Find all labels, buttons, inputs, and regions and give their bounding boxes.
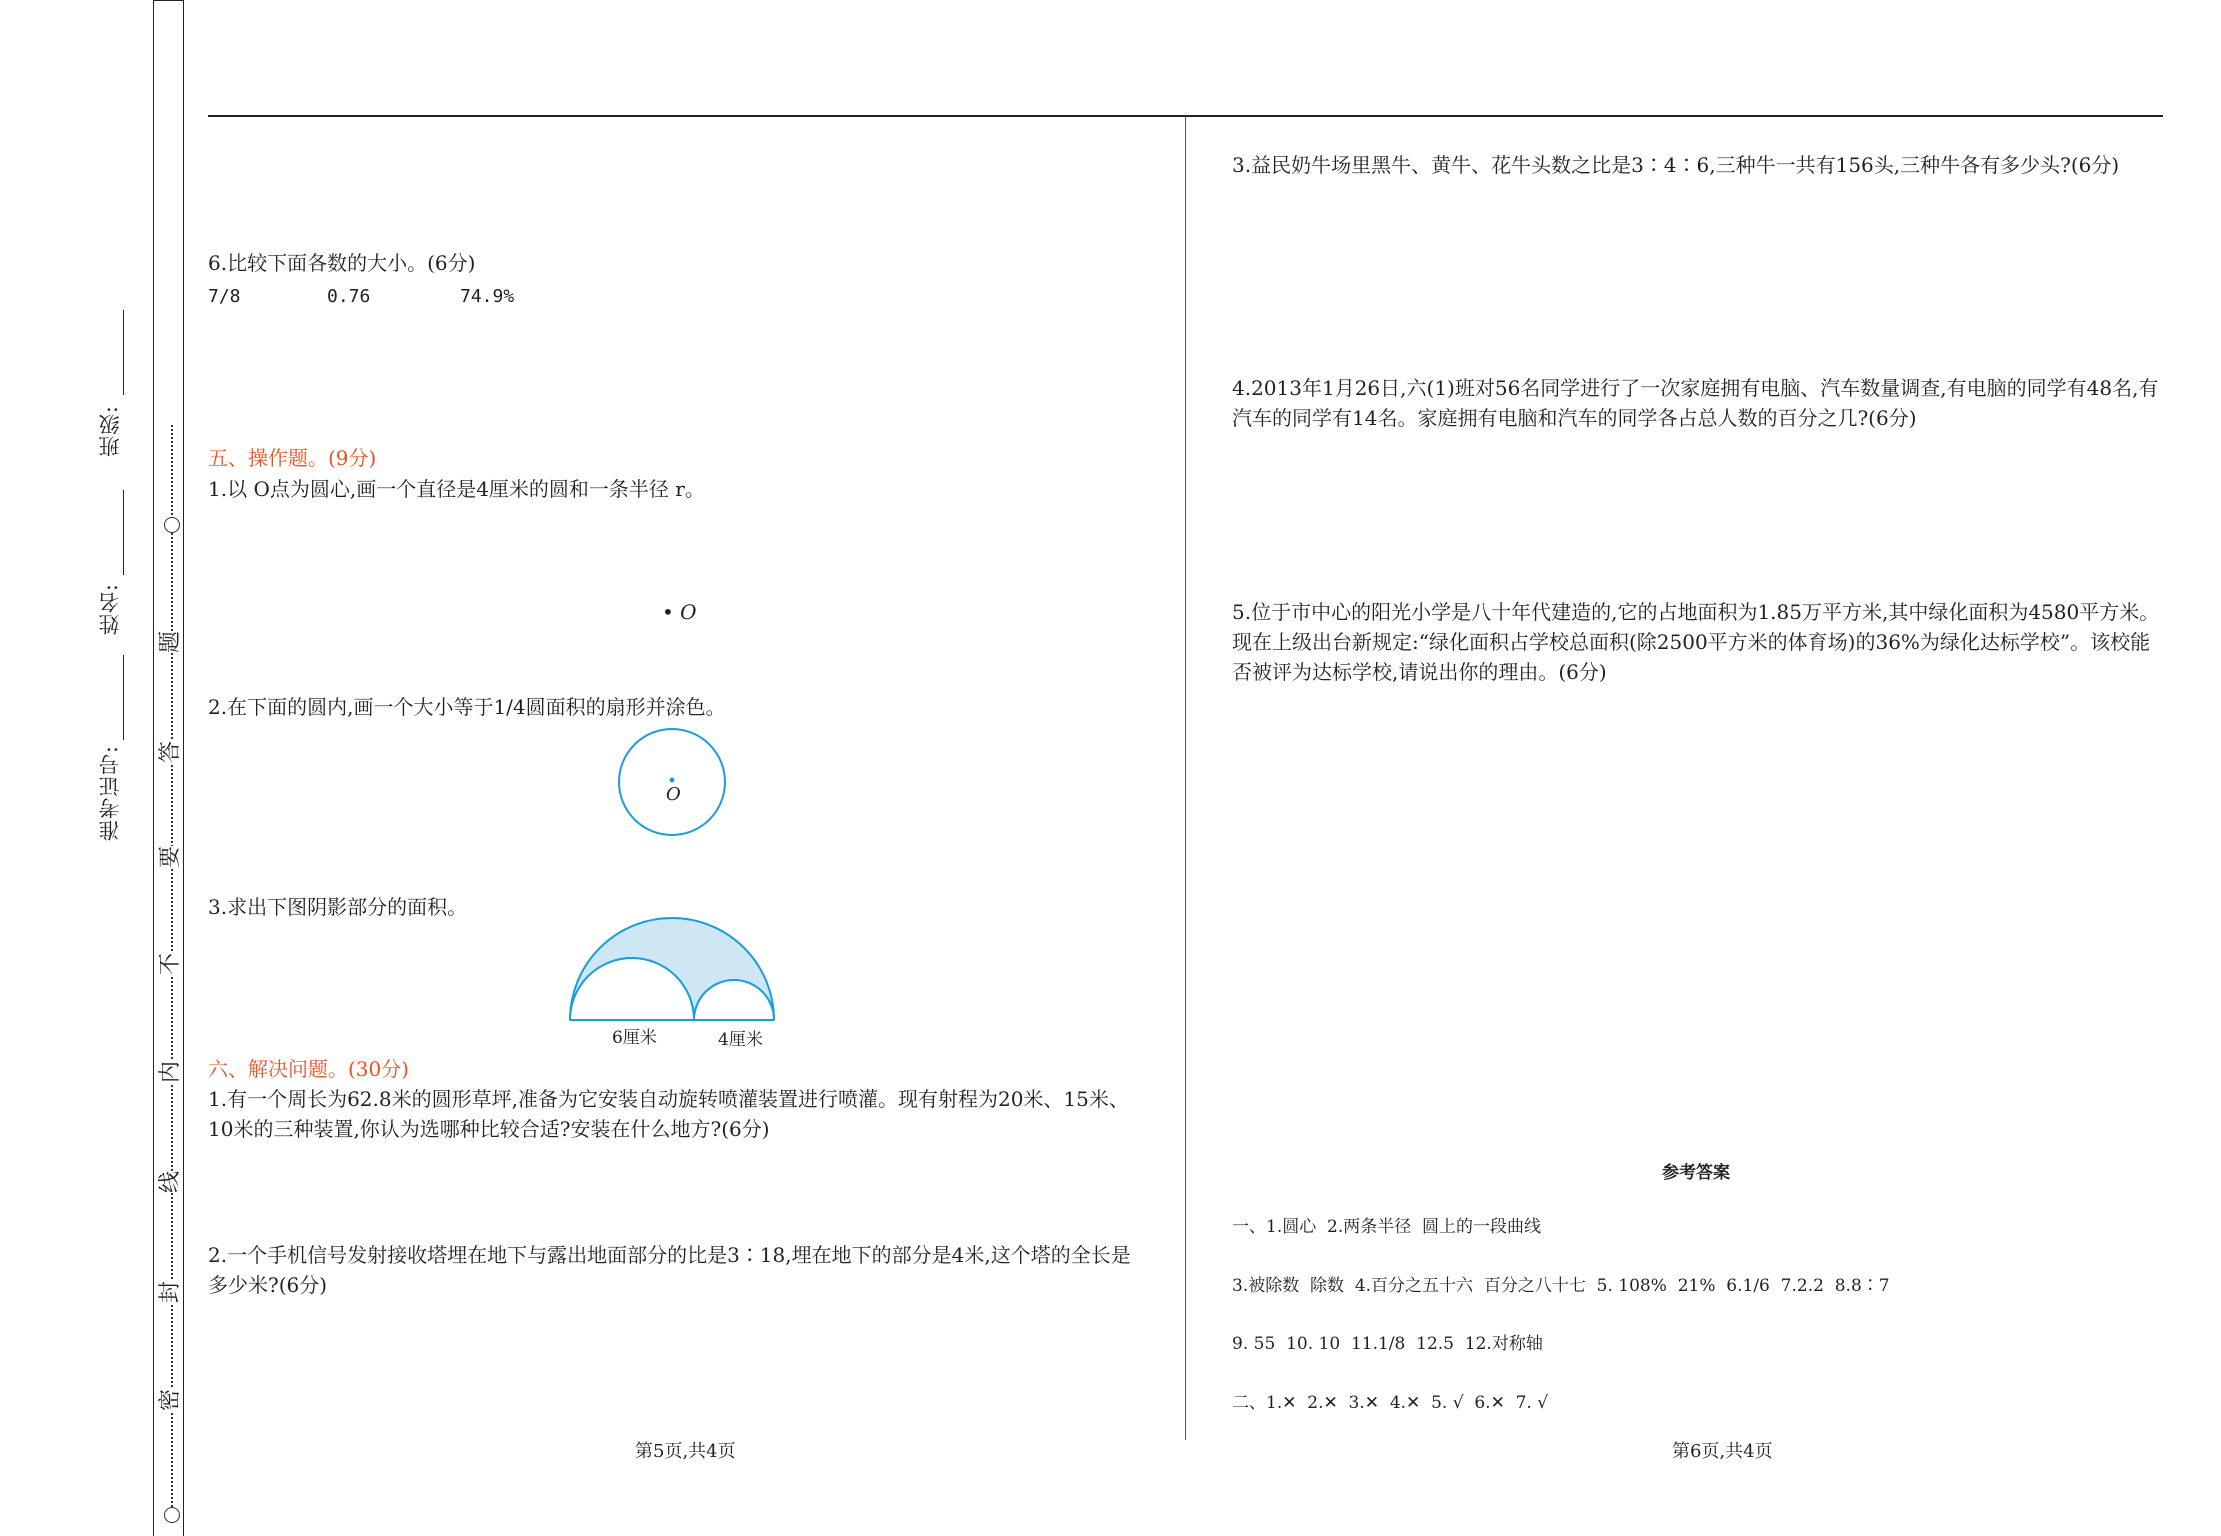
name-label: 姓名: [98, 583, 122, 636]
section5-q3: 3.求出下图阴影部分的面积。 [208, 895, 468, 919]
class-blank-line [123, 310, 124, 395]
seal-char-xian: 线 [158, 1170, 184, 1194]
binding-border-left [153, 0, 154, 1536]
seal-char-da: 答 [158, 740, 184, 764]
exam-no-blank-line [123, 655, 124, 740]
section5-heading: 五、操作题。(9分) [208, 446, 377, 470]
seal-char-mi: 密 [158, 1388, 184, 1412]
section6-q1: 1.有一个周长为62.8米的圆形草坪,准备为它安装自动旋转喷灌装置进行喷灌。现有射程为20米、15米、10米的三种装置,你认为选哪种比较合适?安装在什么地方?(6分) [208, 1087, 1129, 1141]
q6-title: 6.比较下面各数的大小。(6分) [208, 251, 476, 275]
answers-line-2: 3.被除数 除数 4.百分之五十六 百分之八十七 5. 108% 21% 6.1/6 7.2.2 8.8∶7 [1232, 1276, 1890, 1296]
fig-label-left: 6厘米 [612, 1028, 657, 1048]
q6-value-3: 74.9% [460, 286, 515, 307]
seal-char-bu: 不 [158, 952, 184, 976]
exam-no-label: 准考证号: [98, 745, 122, 842]
q6-value-1: 7/8 [208, 286, 241, 307]
section6-q2: 2.一个手机信号发射接收塔埋在地下与露出地面部分的比是3∶18,埋在地下的部分是4米,这个塔的全长是多少米?(6分) [208, 1243, 1131, 1297]
seal-circle-top [164, 517, 180, 533]
point-o-label: • O [662, 600, 697, 624]
answers-line-4: 二、1.✕ 2.✕ 3.✕ 4.✕ 5. √ 6.✕ 7. √ [1232, 1393, 1549, 1413]
q6-value-2: 0.76 [327, 286, 371, 307]
name-blank-line [123, 490, 124, 575]
seal-char-feng: 封 [158, 1280, 184, 1304]
seal-char-nei: 内 [158, 1060, 184, 1084]
section5-q1: 1.以 O点为圆心,画一个直径是4厘米的圆和一条半径 r。 [208, 477, 705, 501]
answers-title: 参考答案 [1662, 1163, 1730, 1183]
binding-border-top [153, 0, 184, 1]
section5-q2: 2.在下面的圆内,画一个大小等于1/4圆面积的扇形并涂色。 [208, 695, 726, 719]
center-divider [1185, 117, 1186, 1440]
seal-char-ti: 题 [158, 630, 184, 654]
section6-heading: 六、解决问题。(30分) [208, 1057, 410, 1081]
right-q5: 5.位于市中心的阳光小学是八十年代建造的,它的占地面积为1.85万平方米,其中绿化面积为4580平方米。现在上级出台新规定:“绿化面积占学校总面积(除2500平方米的体育场)的36%为绿化达标学校”。该校能否被评为达标学校,请说出你的理由。(6分) [1232, 600, 2160, 684]
circle-center-label: O [666, 784, 681, 805]
right-page-footer: 第6页,共4页 [1672, 1441, 1773, 1462]
class-label: 班级: [98, 405, 122, 458]
semicircle-shaded-figure [565, 915, 780, 1025]
right-q3: 3.益民奶牛场里黑牛、黄牛、花牛头数之比是3∶4∶6,三种牛一共有156头,三种牛各有多少头?(6分) [1232, 153, 2120, 177]
right-q4: 4.2013年1月26日,六(1)班对56名同学进行了一次家庭拥有电脑、汽车数量调查,有电脑的同学有48名,有汽车的同学有14名。家庭拥有电脑和汽车的同学各占总人数的百分之几?(6分) [1232, 376, 2159, 430]
seal-char-yao: 要 [158, 845, 184, 869]
binding-border-right [183, 0, 184, 1536]
left-page-footer: 第5页,共4页 [635, 1441, 736, 1462]
seal-circle-bottom [164, 1507, 180, 1523]
answers-line-3: 9. 55 10. 10 11.1/8 12.5 12.对称轴 [1232, 1334, 1543, 1354]
fig-label-right: 4厘米 [718, 1030, 763, 1050]
answers-line-1: 一、1.圆心 2.两条半径 圆上的一段曲线 [1232, 1217, 1542, 1237]
